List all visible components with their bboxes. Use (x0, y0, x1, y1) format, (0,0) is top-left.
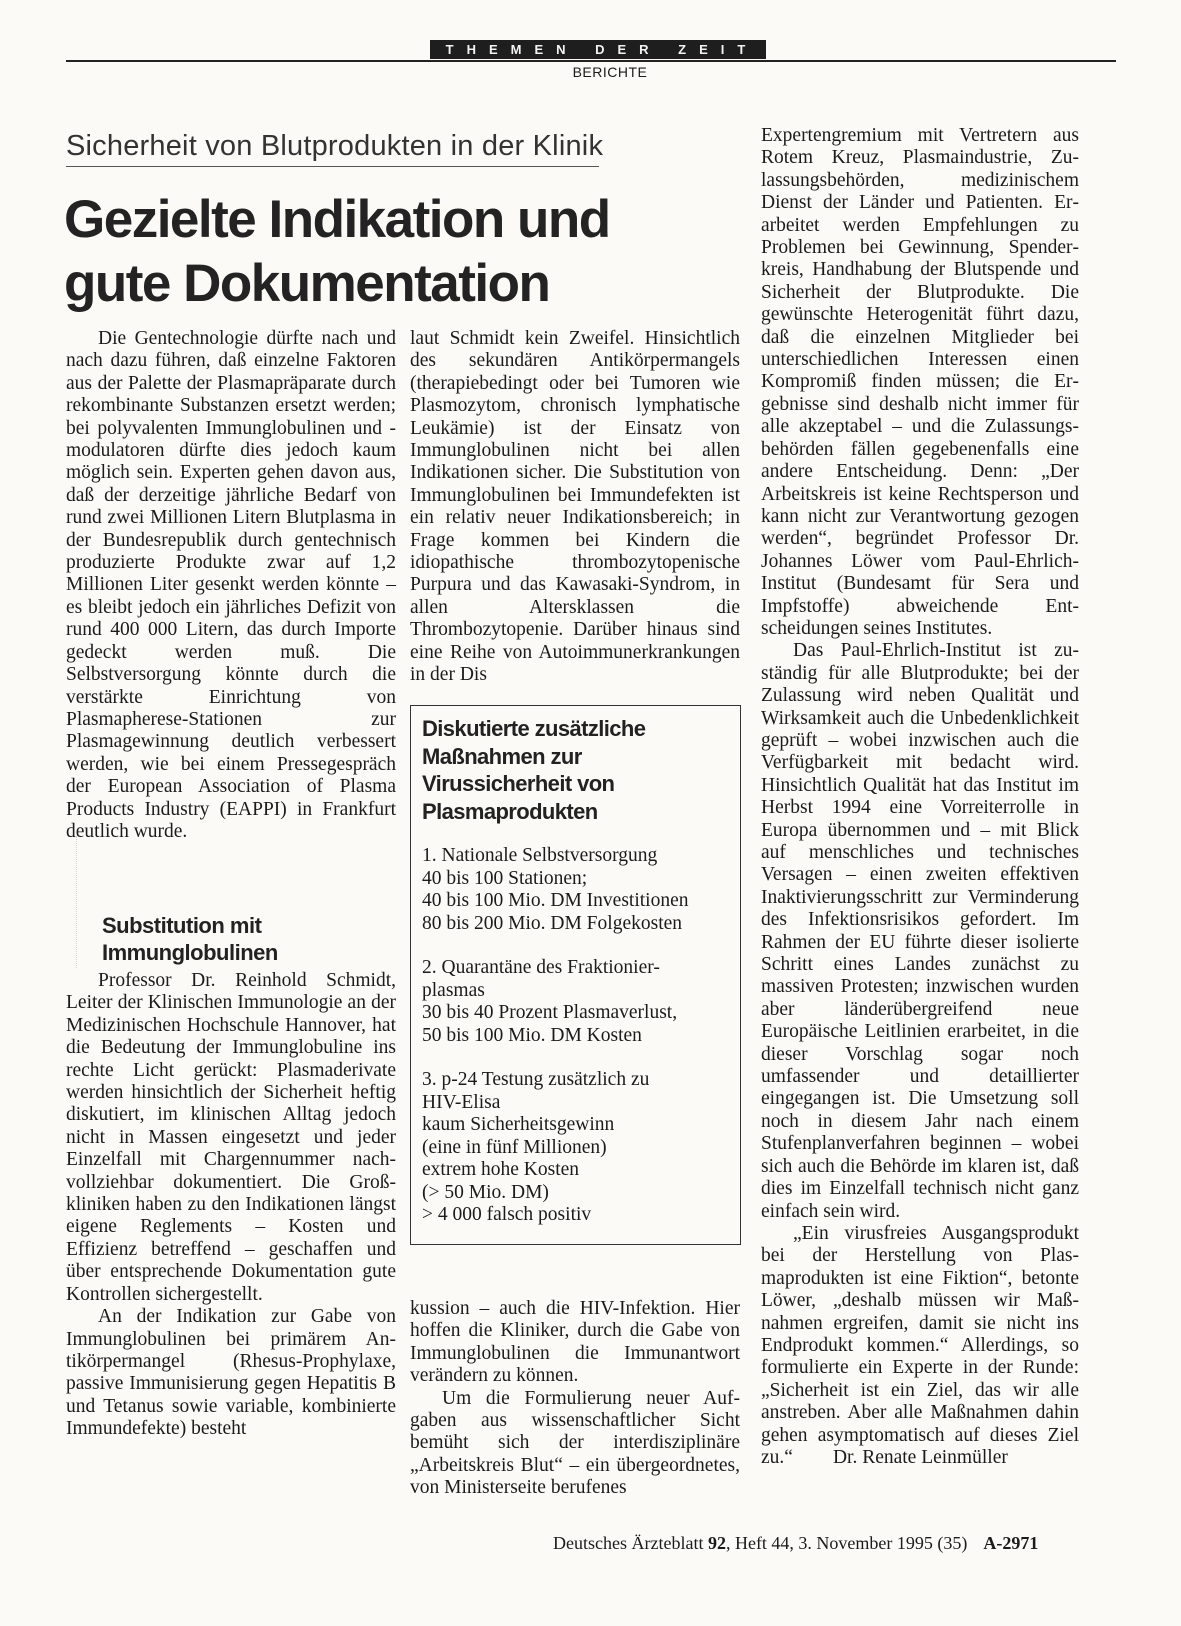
info-box-line: extrem hohe Kosten (422, 1159, 580, 1180)
paragraph: laut Schmidt kein Zweifel. Hinsichtlich des sekundären Antikörpermangels (therapiebedingt oder bei Tumoren wie Plasmozytom, chronisch lymphatische Leukämie) ist der Einsatz von Immunglobulinen nicht bei allen Indikationen sicher. Die Substitution von Immunglobulinen bei Immundefekten ist ein relativ neuer Indikationsbereich; in Frage kommen bei Kindern die idiopathische thrombozytopenische Purpura und das Kawasaki-Syndrom, in allen Altersklassen die Thrombozytopenie. Darüber hinaus sind eine Reihe von Autoimmunerkrankungen in der Dis (410, 328, 740, 686)
info-box-line: 30 bis 40 Prozent Plasmaverlust, (422, 1002, 678, 1023)
paragraph-final (761, 1223, 1079, 1469)
page-footer (553, 1533, 1083, 1554)
info-box-line: > 4 000 falsch positiv (422, 1204, 592, 1225)
info-box-title: Diskutierte zusätzliche Maßnahmen zur Virussicherheit von Plasmaprodukten (422, 716, 646, 824)
page-number: A-2971 (983, 1533, 1039, 1553)
article-headline (64, 188, 764, 316)
paragraph: Die Gentechnologie dürfte nach und nach dazu führen, daß einzelne Faktoren aus der Palette der Plasmapräparate durch rekombinante Substanzen ersetzt werden; bei polyvalenten Immunglobulinen und -modulatoren dürfte dies jedoch kaum möglich sein. Experten gehen davon aus, daß der derzeitige jährliche Bedarf von rund zwei Millionen Litern Blutplasma in der Bundesrepublik durch gentechnisch produzierte Produkte zwar auf 1,2 Millionen Liter gesenkt werden könnte – es bleibt jedoch ein jährliches Defizit von rund 400 000 Litern, das durch Importe gedeckt werden muß. Die Selbstversorgung könnte durch die verstärkte Einrichtung von Plasmapherese-Stationen zur Plasmagewinnung deutlich verbessert werden, wie bei einem Pressegespräch der European Association of Plasma Products Industry (EAPPI) in Frankfurt deutlich wurde. (66, 328, 396, 842)
info-box-line: HIV-Elisa (422, 1091, 501, 1113)
headline-line-1: Gezielte Indikation und (64, 190, 610, 249)
info-box-line: 80 bis 200 Mio. DM Folgekosten (422, 912, 683, 934)
info-box-line: plasmas (422, 979, 485, 1001)
margin-mark (76, 836, 77, 968)
paragraph: Das Paul-Ehrlich-Institut ist zuständig für alle Blutprodukte; bei der Zulassung wird neben Qualität und Wirksamkeit auch die Unbedenklichkeit geprüft – wobei inzwischen auch die Verfügbarkeit mit bedacht wird. Hinsichtlich Qualität hat das Institut im Herbst 1994 eine Vorreiterrolle in Europa übernommen und – mit Blick auf menschliches und technisches Versagen – einen zweiten effektiven Inaktivierungsschritt zur Verminderung des Infektionsrisikos gefordert. Im Rahmen der EU führte dieser isolierte Schritt eines Landes zunächst zu massiven Protesten; inzwischen wurden aber länderübergreifend neue Europäische Leitlinien erarbeitet, in die dieser Vorschlag sogar noch umfassender und detaillierter eingegangen ist. Die Umsetzung soll noch in diesem Jahr nach einem Stufenplanverfahren beginnen – wobei sich auch die Behörde im klaren ist, daß dies im Einzelfall technisch nicht ganz einfach sein wird. (761, 640, 1079, 1222)
info-box-list (422, 845, 732, 1249)
paragraph: Professor Dr. Reinhold Schmidt, Leiter der Klinischen Immunologie an der Medizinischen Hochschule Hannover, hat die Bedeutung der Immunglobuline ins rechte Licht gerückt: Plasmaderivate werden hinsichtlich der Sicherheit heftig diskutiert, im klinischen Alltag jedoch nicht in Massen eingesetzt und jeder Einzelfall mit Chargennummer nachvollziehbar dokumentiert. Die Großkliniken haben zu den Indikationen längst eigene Reglements – Kosten und Effizienz betreffend – geschaffen und über entsprechende Dokumentation gute Kontrollen sichergestellt. (66, 970, 396, 1305)
info-box-line: 1. Nationale Selbstversorgung (422, 845, 658, 866)
column-2-top (410, 328, 740, 687)
header-rule (66, 60, 1116, 62)
info-box-line: (eine in fünf Millionen) (422, 1136, 607, 1158)
paragraph: An der Indikation zur Gabe von Immunglobulinen bei primärem Antikörpermangel (Rhesus-Prophylaxe, passive Immunisierung gegen Hepatitis B und Tetanus sowie variable, kombinierte Immundefekte) besteht (66, 1306, 396, 1440)
paragraph-text: „Ein virusfreies Ausgangsprodukt bei der Herstellung von Plasmaprodukten ist eine Fiktion“, betonte Löwer, „deshalb müssen wir Maßnahmen ergreifen, damit sie nicht ins Endprodukt kommen.“ Allerdings, so formulierte ein Experte in der Runde: „Sicherheit ist ein Ziel, das wir alle anstreben. Aber alle Maßnahmen dahin gehen asymptomatisch auf dieses Ziel zu.“ (761, 1222, 1079, 1468)
headline-line-2: gute Dokumentation (64, 254, 550, 313)
paragraph: Expertengremium mit Vertretern aus Rotem Kreuz, Plasmaindustrie, Zulassungsbehörden, medizinischem Dienst der Länder und Patienten. Erarbeitet werden Empfehlungen zu Problemen bei Gewinnung, Spenderkreis, Handhabung der Blutspende und Sicherheit der Blutprodukte. Die gewünschte Heterogenität führt dazu, daß die einzelnen Mitglieder bei unterschiedlichen Interessen einen Kompromiß finden müssen; die Ergebnisse sind deshalb nicht immer für alle akzeptabel – und die Zulassungsbehörden fällen gegebenenfalls eine andere Entscheidung. Denn: „Der Arbeitskreis ist keine Rechtsperson und kann nicht zur Verantwortung gezogen werden“, begründet Professor Dr. Johannes Löwer vom Paul-Ehrlich-Institut (Bundesamt für Sera und Impfstoffe) abweichende Entscheidungen seines Institutes. (761, 125, 1079, 639)
volume-number: 92 (707, 1533, 726, 1553)
paragraph: Um die Formulierung neuer Aufgaben aus wissenschaftlicher Sicht bemüht sich der interdisziplinäre „Arbeitskreis Blut“ – ein übergeordnetes, von Ministerseite berufenes (410, 1387, 740, 1499)
article-subtitle: Sicherheit von Blutprodukten in der Klinik (66, 130, 604, 162)
column-2-bottom (410, 1298, 740, 1500)
info-box-item (422, 1069, 732, 1227)
issue-date: , Heft 44, 3. November 1995 (35) (725, 1533, 968, 1553)
info-box-line: 50 bis 100 Mio. DM Kosten (422, 1024, 642, 1046)
info-box-line: 3. p-24 Testung zusätzlich zu (422, 1069, 650, 1090)
section-kicker: THEMEN DER ZEIT (430, 40, 766, 59)
info-box-item (422, 845, 732, 935)
subheading: Substitution mit Immunglobulinen (102, 913, 278, 965)
info-box-line: 2. Quarantäne des Fraktionier- (422, 957, 660, 978)
section-label: BERICHTE (572, 64, 648, 80)
author-byline: Dr. Renate Leinmüller (832, 1446, 1008, 1468)
info-box-item (422, 957, 732, 1047)
info-box-line: 40 bis 100 Mio. DM Investitionen (422, 890, 689, 911)
info-box-line: 40 bis 100 Stationen; (422, 867, 588, 889)
column-1-intro (66, 328, 396, 843)
column-1-continued (66, 970, 396, 1441)
subtitle-rule (66, 166, 599, 167)
journal-name: Deutsches Ärzteblatt (553, 1533, 704, 1553)
info-box-line: kaum Sicherheitsgewinn (422, 1114, 615, 1135)
paragraph: kussion – auch die HIV-Infektion. Hier hoffen die Kliniker, durch die Gabe von Immunglobulinen die Immunantwort verändern zu können. (410, 1298, 740, 1387)
column-3 (761, 125, 1079, 1469)
info-box-line: (> 50 Mio. DM) (422, 1181, 549, 1203)
